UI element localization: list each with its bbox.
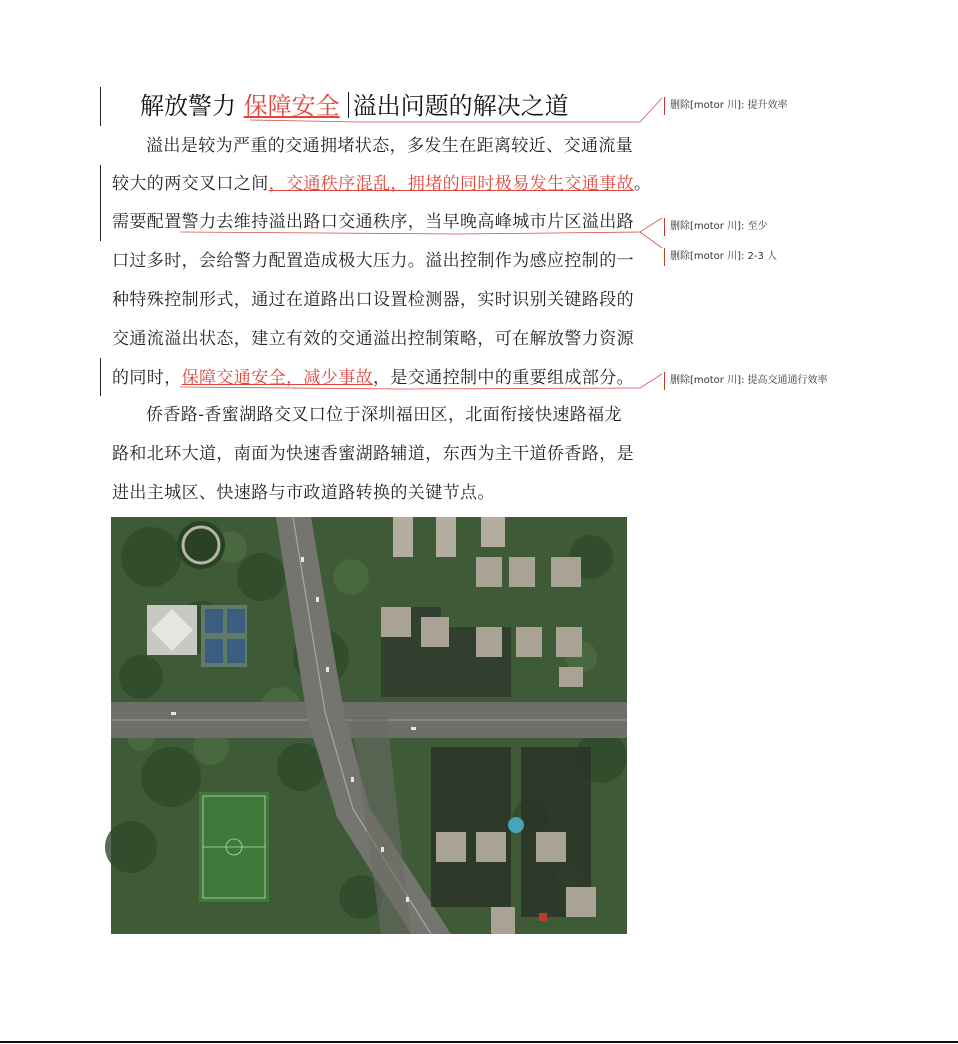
change-bar [100,165,101,241]
inserted-text[interactable]: 保障交通安全，减少事故 [181,368,374,388]
change-bar [100,87,101,126]
paragraph-line: 侨香路-香蜜湖路交叉口位于深圳福田区，北面衔接快速路福龙 [146,405,622,425]
title-inserted-text[interactable]: 保障安全 [243,92,340,120]
revision-comment[interactable]: 删除[motor 川]: 提高交通通行效率 [664,372,828,390]
revision-comment[interactable]: 删除[motor 川]: 2-3 人 [664,248,777,266]
aerial-intersection-photo [111,517,627,934]
paragraph-line: 的同时，保障交通安全，减少事故，是交通控制中的重要组成部分。 [112,368,635,388]
revision-comment[interactable]: 删除[motor 川]: 至少 [664,218,768,236]
paragraph-line: 口过多时，会给警力配置造成极大压力。溢出控制作为感应控制的一 [112,251,634,271]
revision-comment[interactable]: 删除[motor 川]: 提升效率 [664,97,788,115]
paragraph-line: 溢出是较为严重的交通拥堵状态，多发生在距离较近、交通流量 [146,136,634,156]
deletion-marker [348,92,349,118]
paragraph-line: 种特殊控制形式，通过在道路出口设置检测器，实时识别关键路段的 [112,290,634,310]
paragraph-line: 需要配置警力去维持溢出路口交通秩序，当早晚高峰城市片区溢出路 [112,212,634,232]
paragraph-line: 路和北环大道，南面为快速香蜜湖路辅道，东西为主干道侨香路，是 [112,444,634,464]
inserted-text[interactable]: ，交通秩序混乱，拥堵的同时极易发生交通事故 [268,174,635,194]
title-part1: 解放警力 [140,92,244,120]
paragraph-line: 交通流溢出状态，建立有效的交通溢出控制策略，可在解放警力资源 [112,329,634,349]
change-bar [100,358,101,396]
page-title [140,86,569,126]
page-bottom-rule [0,1041,958,1043]
title-part2: 溢出问题的解决之道 [352,92,569,120]
paragraph-line: 进出主城区、快速路与市政道路转换的关键节点。 [112,483,495,503]
aerial-photo-drawing [111,517,627,934]
paragraph-line: 较大的两交叉口之间，交通秩序混乱，拥堵的同时极易发生交通事故。 [112,174,652,194]
